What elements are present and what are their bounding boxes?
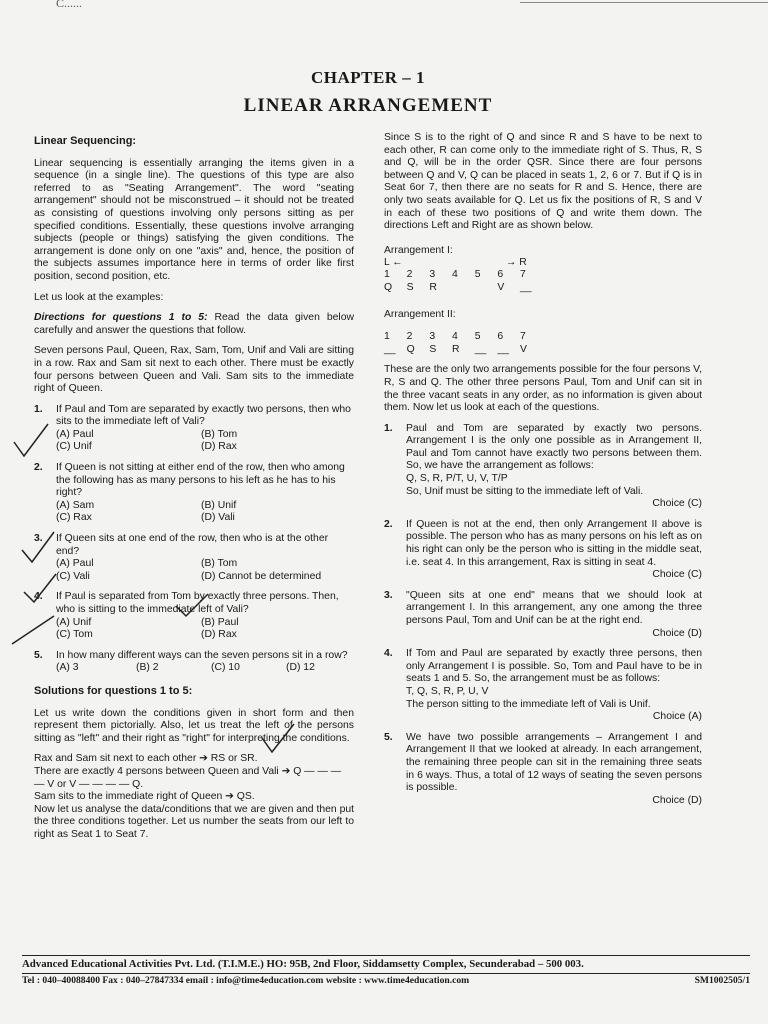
seat-person: S xyxy=(429,343,437,355)
seat-person: V xyxy=(497,281,505,293)
section-heading: Linear Sequencing: xyxy=(34,135,137,147)
question-text: If Paul is separated from Tom by exactly three persons. Then, who is sitting to the immediate left of Vali? xyxy=(56,591,339,615)
seat-number: 3 xyxy=(429,269,436,281)
top-scribble: C...... xyxy=(56,0,83,10)
directions-label: Directions for questions 1 to 5: xyxy=(34,312,208,324)
option-d: (D) Vali xyxy=(201,512,235,524)
condition-1: Rax and Sam sit next to each other ➔ RS or SR. xyxy=(34,753,258,765)
seat-number: 1 xyxy=(384,269,390,281)
options xyxy=(56,558,354,583)
solution-choice: Choice (D) xyxy=(652,794,702,806)
seat-number: 2 xyxy=(406,269,413,281)
question-text: If Paul and Tom are separated by exactly two persons, then who sits to the immediate left of Vali? xyxy=(56,403,351,428)
arrangement-1-seats xyxy=(384,269,702,282)
left-direction: L ← xyxy=(384,257,403,269)
seat-number: 2 xyxy=(406,331,413,343)
seat-person: V xyxy=(520,343,527,355)
question-1 xyxy=(34,404,354,454)
condition-4: Now let us analyse the data/conditions that we are given and then put the three conditions together. Let us number the seats from our left to right as Seat 1 to Seat 7. xyxy=(34,803,355,840)
condition-3: Sam sits to the immediate right of Queen ➔ QS. xyxy=(34,791,255,803)
handwritten-tick-icon xyxy=(10,422,50,462)
options xyxy=(56,500,354,525)
option-a: (A) Sam xyxy=(56,499,95,511)
right-column xyxy=(384,132,702,815)
solution-text: If Queen is not at the end, then only Arrangement II above is possible. The person who has as many persons on his left as on his right can only be the person who is sitting in the middle seat, i.e. seat 4. In this arrangement, Rax is sitting in seat 4. xyxy=(406,518,702,568)
handwritten-tick-icon xyxy=(258,720,298,756)
seat-number: 4 xyxy=(452,269,458,281)
seat-person xyxy=(475,282,489,295)
footer-contact-row xyxy=(22,974,750,988)
question-text: If Queen is not sitting at either end of the row, then who among the following has as many persons to his left as he has to his right? xyxy=(56,462,345,499)
options xyxy=(56,662,361,675)
solution-arrangement: T, Q, S, R, P, U, V xyxy=(406,685,489,697)
solutions-intro: Let us write down the conditions given in short form and then represent them pictorially. Also, let us treat the left of the persons sitting as "left" and their right as "right" for interpreting the conditions. xyxy=(34,707,354,744)
seat-person: R xyxy=(429,281,437,293)
directions-text: Read the data given below carefully and answer the questions that follow. xyxy=(34,312,354,336)
solution-1 xyxy=(384,423,702,511)
solution-text: If Tom and Paul are separated by exactly three persons, then only Arrangement I is possible. So, Tom and Paul have to be in seats 1 and 5. So, the arrangement must be as follows: xyxy=(406,648,702,685)
solution-text: Paul and Tom are separated by exactly two persons. Arrangement I is the only one possible as in Arrangement II, Paul and Tom cannot have exactly two persons between them. So, we have the arrangement as follows: xyxy=(406,422,702,472)
arrangement-1-label: Arrangement I: xyxy=(384,244,453,256)
question-number: 1. xyxy=(34,403,43,415)
condition-2: There are exactly 4 persons between Queen and Vali ➔ Q — — — — V or V — — — — Q. xyxy=(34,765,342,790)
option-b: (B) Paul xyxy=(201,616,239,628)
solution-4 xyxy=(384,648,702,724)
option-b: (B) Unif xyxy=(201,499,237,511)
option-c: (C) Tom xyxy=(56,629,93,641)
seat-number: 5 xyxy=(474,331,481,343)
seat-person: R xyxy=(452,343,460,355)
arrangement-2-seats xyxy=(384,331,702,344)
seat-number: 4 xyxy=(452,331,458,343)
question-2 xyxy=(34,462,354,525)
option-c: (C) Rax xyxy=(56,512,92,524)
directions xyxy=(34,312,354,337)
solution-number: 5. xyxy=(384,731,393,743)
right-direction: → R xyxy=(506,257,527,269)
solution-3 xyxy=(384,590,702,640)
seat-person: __ xyxy=(497,343,509,355)
seat-number: 1 xyxy=(384,331,390,343)
option-b: (B) 2 xyxy=(136,662,159,674)
solution-number: 1. xyxy=(384,422,393,434)
question-number: 4. xyxy=(34,591,43,603)
solutions-heading: Solutions for questions 1 to 5: xyxy=(34,684,193,697)
option-a: (A) Paul xyxy=(56,558,94,570)
seat-person xyxy=(452,282,466,295)
question-text: If Queen sits at one end of the row, then who is at the other end? xyxy=(56,533,329,557)
solution-choice: Choice (C) xyxy=(652,569,702,581)
option-d: (D) Rax xyxy=(201,441,237,453)
handwritten-tick-icon xyxy=(18,528,58,568)
solution-choice: Choice (D) xyxy=(652,627,702,639)
direction-row xyxy=(384,257,584,269)
arrangements-summary: These are the only two arrangements possible for the four persons V, R, S and Q. The other three persons Paul, Tom and Unif can sit in the three vacant seats in any order, as no information is given about them. Now let us look at each of the questions. xyxy=(384,364,702,414)
seat-number: 5 xyxy=(474,269,481,281)
solution-choice: Choice (A) xyxy=(652,711,702,723)
solution-conclusion: The person sitting to the immediate left of Vali is Unif. xyxy=(406,698,651,710)
seat-person: S xyxy=(406,281,414,293)
option-d: (D) 12 xyxy=(286,662,315,674)
seat-number: 7 xyxy=(520,269,526,281)
option-b: (B) Tom xyxy=(201,558,238,570)
seat-person: Q xyxy=(406,343,415,355)
solution-number: 3. xyxy=(384,589,393,601)
question-text: In how many different ways can the seven persons sit in a row? xyxy=(56,649,348,661)
option-c: (C) 10 xyxy=(211,662,240,674)
handwritten-tick-icon xyxy=(8,614,56,654)
page-title: LINEAR ARRANGEMENT xyxy=(243,95,493,116)
examples-line: Let us look at the examples: xyxy=(34,291,164,303)
footer-contact: Tel : 040–40088400 Fax : 040–27847334 email : info@time4education.com website : www.time4education.com xyxy=(22,975,470,986)
seat-person: __ xyxy=(520,281,532,293)
arrangement-1-persons xyxy=(384,282,702,295)
footer-code: SM1002505/1 xyxy=(694,975,750,986)
analysis-paragraph: Since S is to the right of Q and since R and S have to be next to each other, R can come only to the immediate right of S. Thus, R, S and Q, will be in the order QSR. Since there are four persons between Q and V, Q can be placed in seats 1, 2, 6 or 7. But if Q is in Seat 6or 7, then there are no seats for R and S. Hence, there are only two seats available for Q. Let us fix the positions of R, S and V in each of these two positions of Q and write them down. The directions Left and Right are as shown below. xyxy=(384,132,702,232)
intro-paragraph: Linear sequencing is essentially arranging the items given in a sequence (in a single line). The questions of this type are also referred to as "Seating Arrangement". The word "seating arrangement" should not be misconstrued – it should not be treated as consisting of questions involving only persons sitting as per specified conditions. Essentially, these questions involve arranging subjects (people or things) satisfying the given conditions. The arrangement is done only on one "axis" and, hence, the position of the subjects assumes importance here in terms of order like first position, second position, etc. xyxy=(34,157,354,282)
seat-person: __ xyxy=(384,343,396,355)
question-data: Seven persons Paul, Queen, Rax, Sam, Tom, Unif and Vali are sitting in a row. Rax and Sam sit next to each other. There must be exactly four persons between Queen and Vali. Sam sits to the immediate right of Queen. xyxy=(34,345,354,395)
solution-5 xyxy=(384,732,702,808)
solution-arrangement: Q, S, R, P/T, U, V, T/P xyxy=(406,473,508,485)
option-a: (A) Unif xyxy=(56,616,92,628)
arrangement-2-persons xyxy=(384,344,702,357)
page-footer xyxy=(22,955,750,988)
option-a: (A) 3 xyxy=(56,662,79,674)
solution-number: 4. xyxy=(384,648,393,660)
solution-text: We have two possible arrangements – Arrangement I and Arrangement II that we looked at already. In each arrangement, the remaining three people can sit in the remaining three seats in 6 ways. Thus, a total of 12 ways of seating the seven persons is possible. xyxy=(406,731,702,794)
solution-2 xyxy=(384,519,702,582)
solution-text: "Queen sits at one end" means that we should look at arrangement I. In this arrangement, any one among the three persons Paul, Tom and Unif can be at the right end. xyxy=(406,589,702,626)
handwritten-tick-icon xyxy=(172,592,212,622)
solution-choice: Choice (C) xyxy=(652,498,702,510)
seat-person: __ xyxy=(474,343,487,355)
seat-number: 7 xyxy=(520,331,526,343)
option-c: (C) Vali xyxy=(56,570,90,582)
seat-person: Q xyxy=(384,281,393,293)
arrangement-2-label: Arrangement II: xyxy=(384,308,456,320)
question-number: 3. xyxy=(34,533,43,545)
option-c: (C) Unif xyxy=(56,441,92,453)
left-column xyxy=(34,135,354,842)
seat-number: 6 xyxy=(497,269,504,281)
solution-number: 2. xyxy=(384,518,393,530)
question-5 xyxy=(34,650,354,675)
solution-conclusion: So, Unif must be sitting to the immediate left of Vali. xyxy=(406,485,644,497)
seat-number: 3 xyxy=(429,331,436,343)
options xyxy=(56,429,354,454)
chapter-number: CHAPTER – 1 xyxy=(310,68,426,87)
handwritten-tick-icon xyxy=(20,570,60,610)
option-b: (B) Tom xyxy=(201,428,238,440)
seat-number: 6 xyxy=(497,331,504,343)
question-number: 2. xyxy=(34,462,43,474)
option-d: (D) Rax xyxy=(201,629,237,641)
top-rule xyxy=(520,2,768,3)
option-d: (D) Cannot be determined xyxy=(201,570,322,582)
question-number: 5. xyxy=(34,649,43,661)
option-a: (A) Paul xyxy=(56,428,94,440)
footer-address: Advanced Educational Activities Pvt. Ltd. (T.I.M.E.) HO: 95B, 2nd Floor, Siddamsetty Complex, Secunderabad – 500 003. xyxy=(22,958,584,970)
question-3 xyxy=(34,533,354,583)
